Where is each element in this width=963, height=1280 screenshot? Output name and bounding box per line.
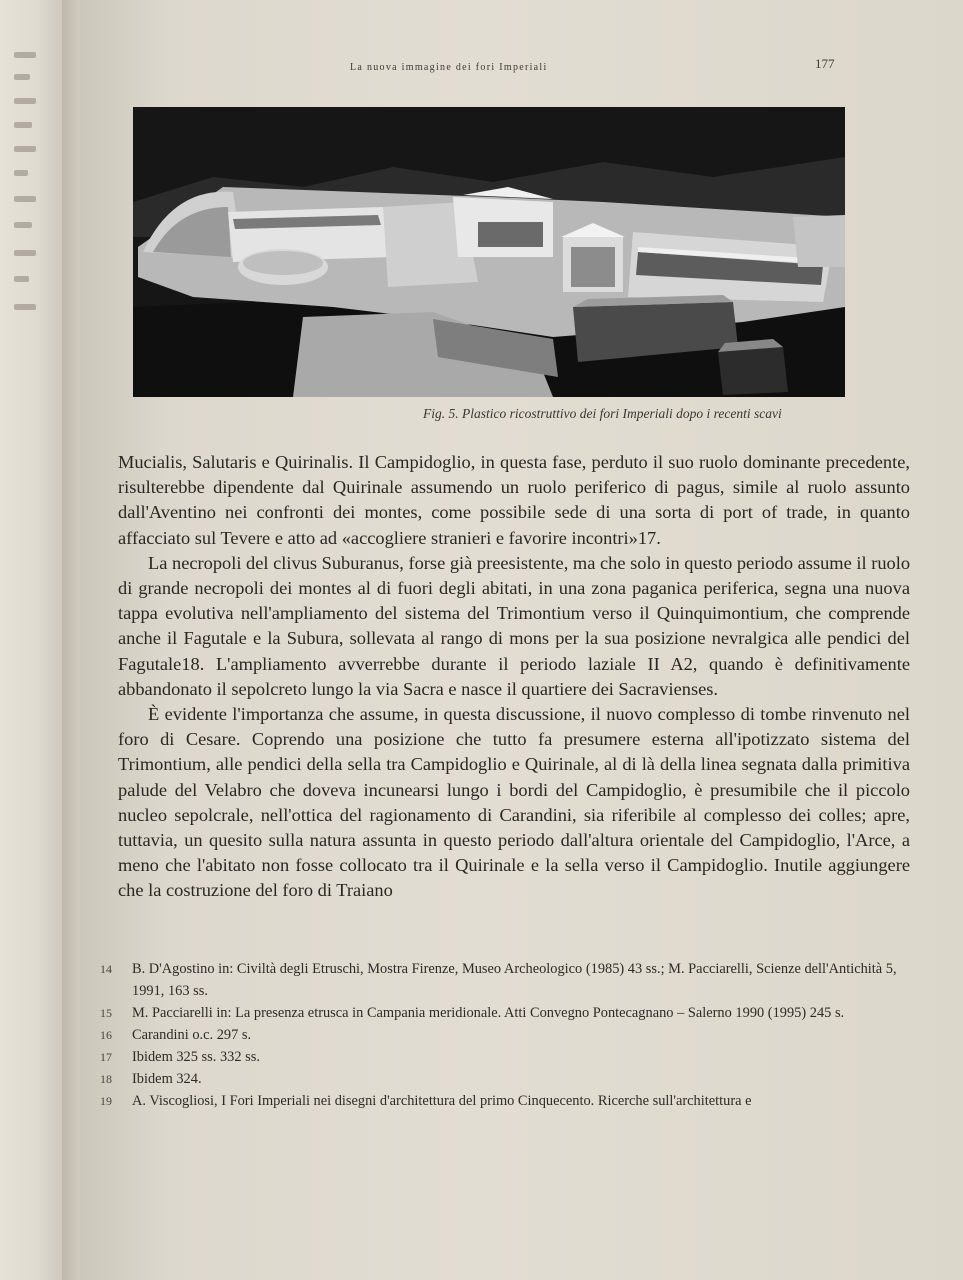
- figure-caption: Fig. 5. Plastico ricostruttivo dei fori Imperiali dopo i recenti scavi: [423, 406, 782, 421]
- footnote-text: Ibidem 324.: [132, 1071, 202, 1087]
- footnote-number: 15: [100, 1006, 112, 1020]
- page-number: 177: [815, 56, 835, 71]
- footnote-text: M. Pacciarelli in: La presenza etrusca in Campania meridionale. Atti Convegno Pontecagnano – Salerno 1990 (1995) 245 s.: [132, 1005, 845, 1021]
- paragraph: La necropoli del clivus Suburanus, forse già preesistente, ma che solo in questo periodo assume il ruolo di grande necropoli dei montes al di fuori degli abitati, in una zona paganica periferica, segna una nuova tappa evolutiva nell'ampliamento del sistema del Trimontium verso il Quinquimontium, che comprende anche il Fagutale e la Subura, sollevata al rango di mons per la sua posizione nevralgica alle pendici del Fagutale18. L'ampliamento avverrebbe durante il periodo laziale II A2, quando è definitivamente abbandonato il sepolcreto lungo la via Sacra e nasce il quartiere dei Sacravienses.: [118, 552, 911, 699]
- footnote-number: 19: [100, 1094, 112, 1108]
- footnote: [100, 958, 925, 1002]
- paragraph: Mucialis, Salutaris e Quirinalis. Il Campidoglio, in questa fase, perduto il suo ruolo dominante precedente, risulterebbe dipendente dal Quirinale assumendo un ruolo periferico di pagus, simile al ruolo assunto dall'Aventino nei confronti dei montes, come possibile sede di una sorta di port of trade, in quanto affacciato sul Tevere e atto ad «accogliere stranieri e favorire incontri»17.: [118, 452, 910, 548]
- body-text: [118, 450, 910, 904]
- facing-text-fragment: [14, 170, 28, 176]
- facing-text-fragment: [14, 98, 36, 104]
- facing-text-fragment: [14, 146, 36, 152]
- facing-page-edge: [0, 0, 70, 1280]
- facing-text-fragment: [14, 250, 36, 256]
- footnote-text: Carandini o.c. 297 s.: [132, 1027, 252, 1043]
- footnote-number: 16: [100, 1028, 112, 1042]
- footnote-text: A. Viscogliosi, I Fori Imperiali nei disegni d'architettura del primo Cinquecento. Ricerche sull'architettura e: [132, 1093, 752, 1109]
- footnote-number: 17: [100, 1050, 112, 1064]
- footnote: [100, 1024, 925, 1046]
- footnote: [100, 1046, 925, 1068]
- facing-text-fragment: [14, 276, 29, 282]
- footnote-number: 14: [100, 962, 112, 976]
- facing-text-fragment: [14, 74, 30, 80]
- footnote-text: B. D'Agostino in: Civiltà degli Etruschi, Mostra Firenze, Museo Archeologico (1985) 43 ss.; M. Pacciarelli, Scienze dell'Antichità 5, 1991, 163 ss.: [132, 961, 897, 999]
- figure-photo-model: [133, 107, 845, 397]
- paragraph: È evidente l'importanza che assume, in questa discussione, il nuovo complesso di tombe rinvenuto nel foro di Cesare. Coprendo una posizione che tutto fa presumere esterna all'ipotizzato sistema del Trimontium, alle pendici della sella tra Campidoglio e Quirinale, al di là della linea segnata dalla primitiva palude del Velabro che doveva incunearsi lungo i bordi del Campidoglio, è presumibile che il piccolo nucleo sepolcrale, nell'ottica del ragionamento di Carandini, sia riferibile al complesso dei colles; apre, tuttavia, un quesito sulla natura assunta in questo periodo dall'altura orientale del Campidoglio, l'Arce, a meno che l'abitato non fosse collocato tra il Quirinale e la sella verso il Campidoglio. Inutile aggiungere che la costruzione del foro di Traiano: [118, 704, 910, 901]
- facing-text-fragment: [14, 122, 32, 128]
- footnote: [100, 1090, 925, 1112]
- running-head: La nuova immagine dei fori Imperiali: [350, 62, 548, 73]
- facing-text-fragment: [14, 52, 36, 58]
- footnote: [100, 1002, 925, 1024]
- facing-text-fragment: [14, 304, 36, 310]
- footnote-text: Ibidem 325 ss. 332 ss.: [132, 1049, 260, 1065]
- footnotes: [100, 958, 925, 1112]
- facing-text-fragment: [14, 196, 36, 202]
- book-page: [80, 0, 963, 1280]
- footnote: [100, 1068, 925, 1090]
- facing-text-fragment: [14, 222, 32, 228]
- footnote-number: 18: [100, 1072, 112, 1086]
